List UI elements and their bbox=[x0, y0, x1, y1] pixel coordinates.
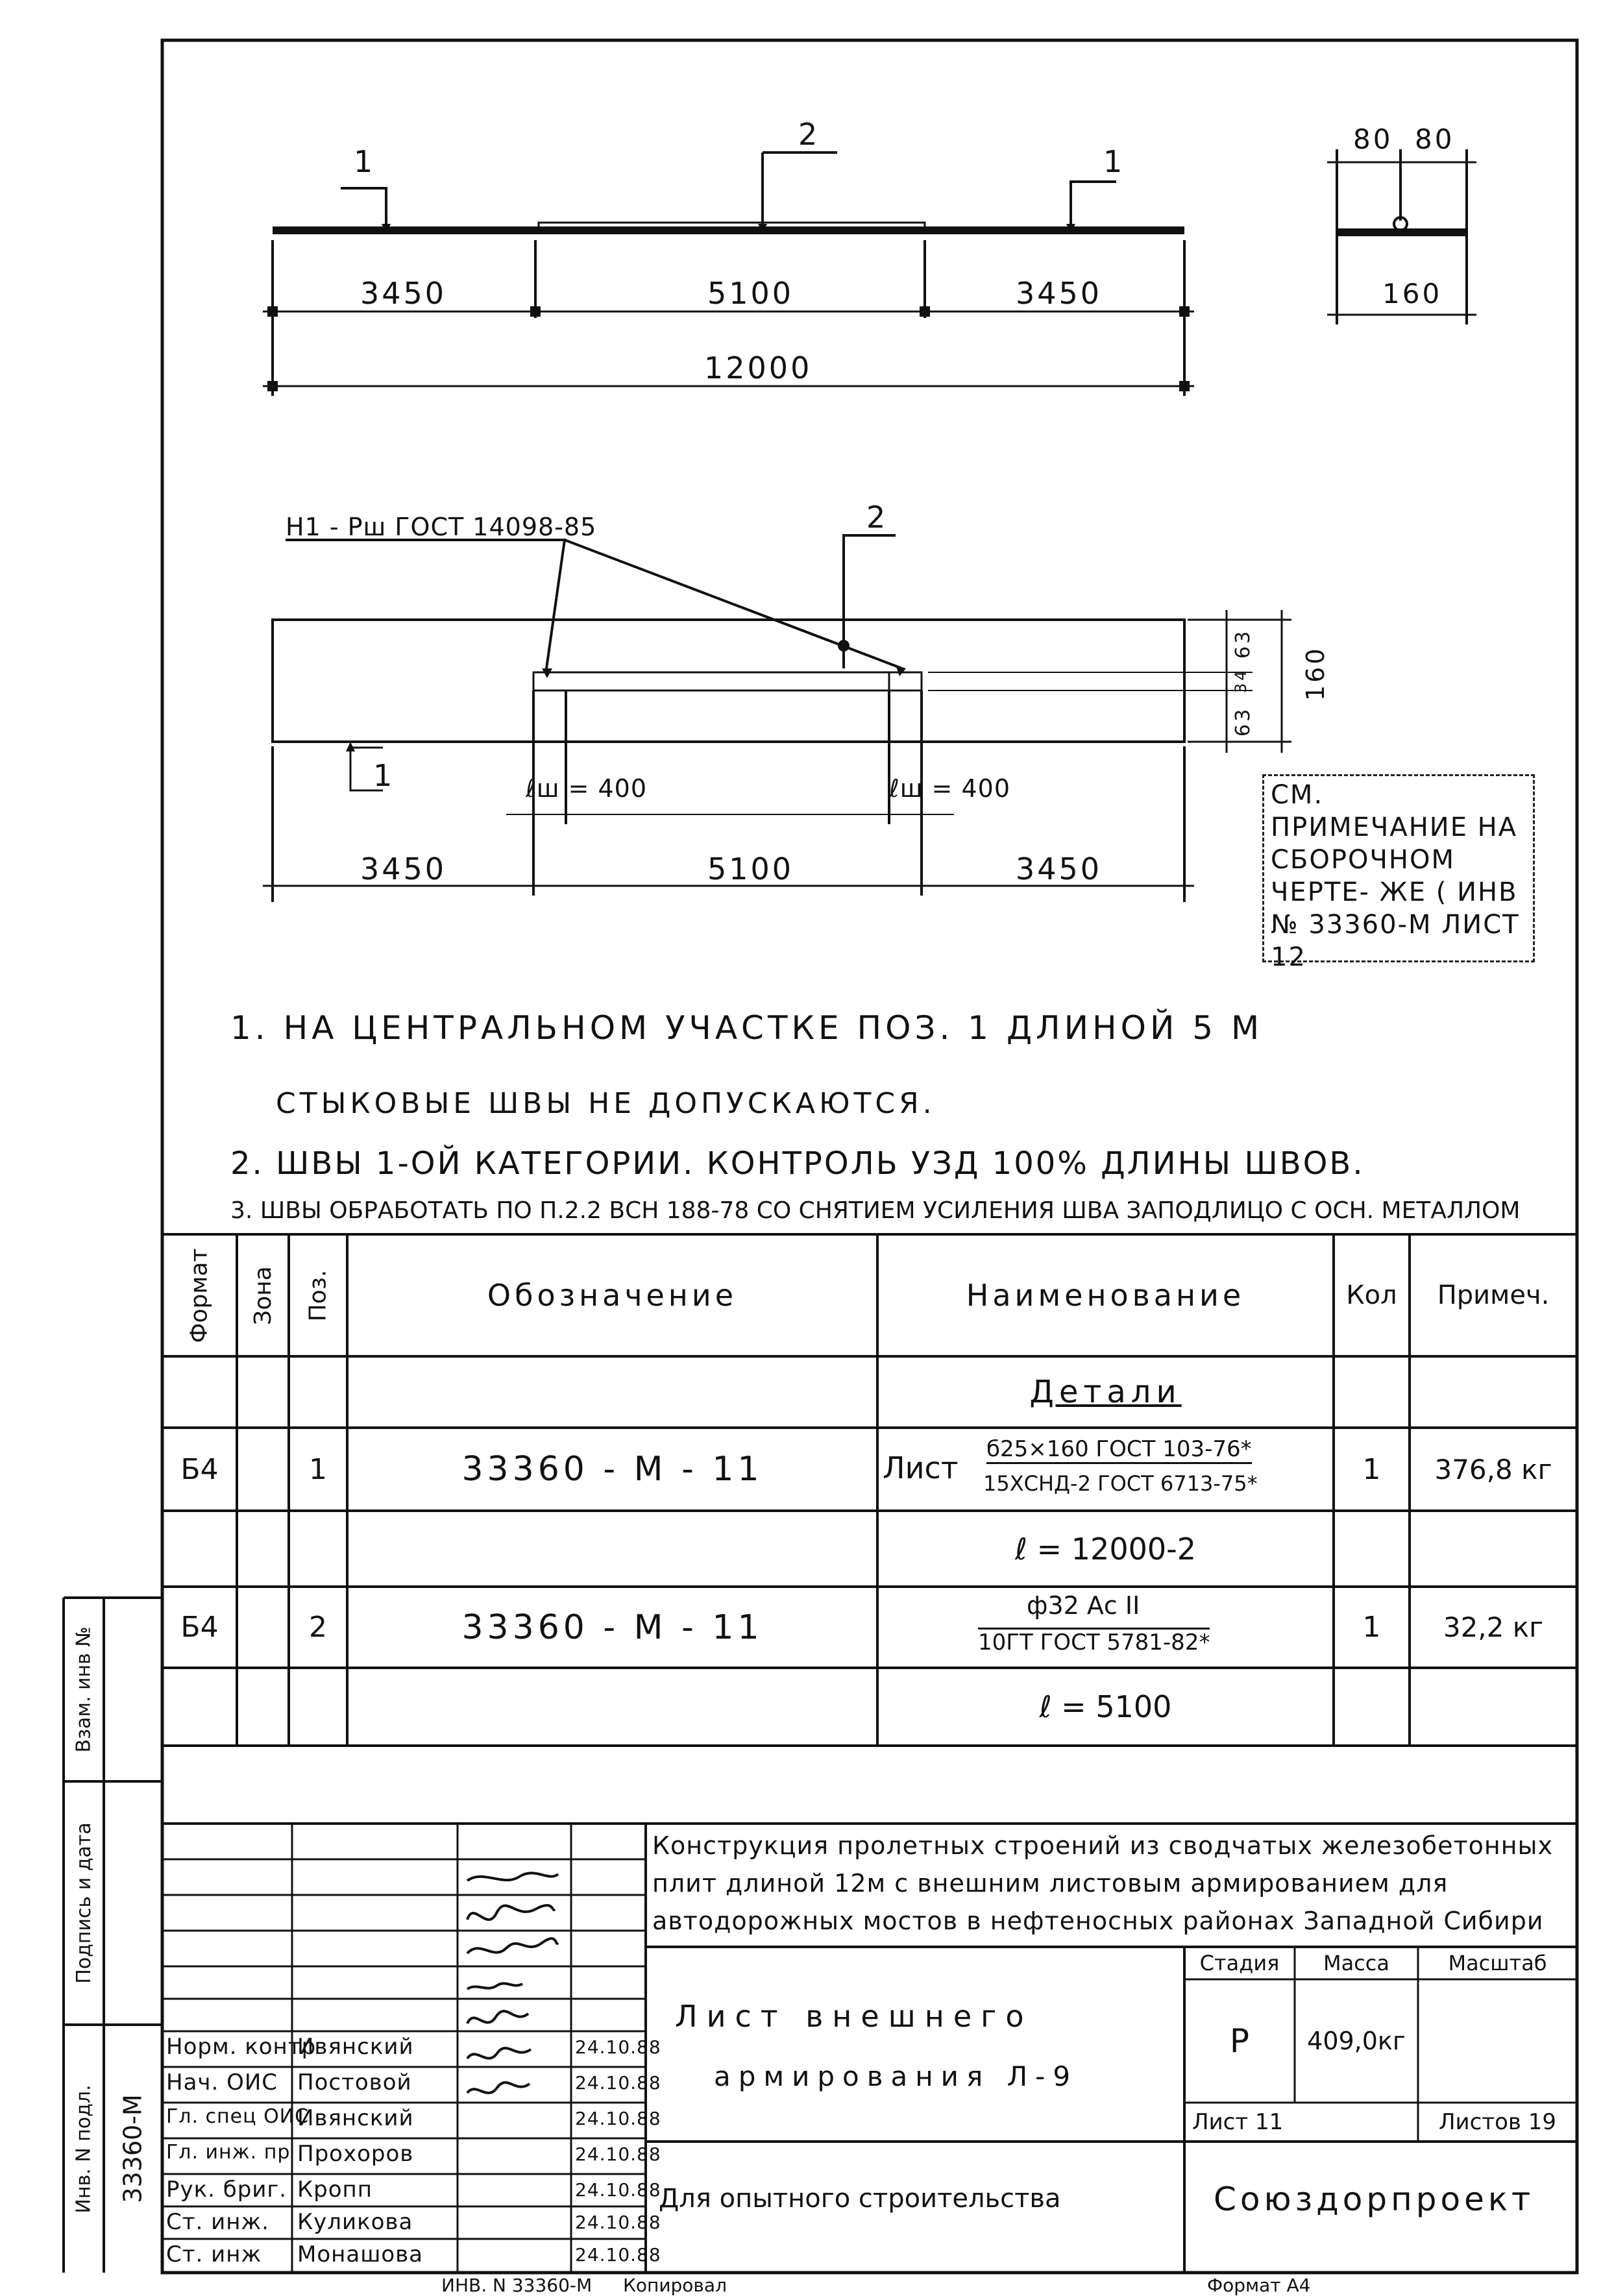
signer-name: Ивянский bbox=[297, 2105, 414, 2131]
assembly-reference-note: СМ. ПРИМЕЧАНИЕ НА СБОРОЧНОМ ЧЕРТЕ- ЖЕ ( ИНВ № 33360-М ЛИСТ 12 bbox=[1262, 774, 1535, 962]
stamp-inv-subst: Взам. инв № bbox=[72, 1626, 95, 1753]
footer-copied: Копировал bbox=[623, 2275, 727, 2296]
sheet-title-1: Лист внешнего bbox=[675, 1999, 1033, 2034]
row1-qty: 1 bbox=[1362, 1452, 1381, 1486]
scale-label: Масштаб bbox=[1448, 1951, 1547, 1975]
mass-label: Масса bbox=[1323, 1951, 1389, 1975]
dim-63-bottom: 63 bbox=[1232, 706, 1254, 737]
row1-name-top: б25×160 ГОСТ 103-76* bbox=[986, 1436, 1252, 1464]
weld-label: Н1 - Рш ГОСТ 14098-85 bbox=[286, 513, 597, 541]
signer-date: 24.10.88 bbox=[575, 2143, 661, 2165]
row2-designation: 33360 - М - 11 bbox=[461, 1607, 763, 1647]
signer-name: Монашова bbox=[297, 2241, 423, 2267]
signer-name: Кропп bbox=[297, 2177, 373, 2203]
signer-role: Норм. контр bbox=[166, 2034, 317, 2060]
header-format: Формат bbox=[186, 1247, 213, 1343]
signer-date: 24.10.88 bbox=[575, 2179, 661, 2201]
footer-format: Формат А4 bbox=[1207, 2275, 1311, 2296]
header-designation: Обозначение bbox=[487, 1278, 738, 1313]
header-name: Наименование bbox=[966, 1278, 1245, 1313]
signer-role: Ст. инж. bbox=[166, 2209, 269, 2235]
signer-date: 24.10.88 bbox=[575, 2212, 661, 2233]
row1-note: 376,8 кг bbox=[1434, 1453, 1552, 1485]
note-3: 3. ШВЫ ОБРАБОТАТЬ ПО П.2.2 ВСН 188-78 СО СНЯТИЕМ УСИЛЕНИЯ ШВА ЗАПОДЛИЦО С ОСН. МЕТАЛЛОМ bbox=[230, 1197, 1521, 1224]
signer-role: Рук. бриг. bbox=[166, 2177, 287, 2203]
project-title: Конструкция пролетных строений из сводчатых железобетонных плит длиной 12м с внешним листовым армированием для автодорожных мостов в нефтеносных районах Западной Сибири bbox=[652, 1831, 1554, 1935]
row2-pos: 2 bbox=[309, 1611, 327, 1644]
section-dim-b: 80 bbox=[1415, 123, 1455, 155]
footer-inv: ИНВ. N 33360-М bbox=[441, 2275, 593, 2296]
row1-pos: 1 bbox=[309, 1452, 327, 1486]
sheet-number: Лист 11 bbox=[1192, 2109, 1284, 2135]
purpose: Для опытного строительства bbox=[659, 2184, 1061, 2214]
plate-plan bbox=[273, 620, 1184, 742]
sheet-title-2: армирования Л-9 bbox=[714, 2060, 1079, 2092]
callout-pos-2: 2 bbox=[798, 117, 820, 152]
signer-role: Нач. ОИС bbox=[166, 2070, 278, 2095]
signature-scribbles bbox=[467, 1873, 558, 2093]
header-zone: Зона bbox=[249, 1265, 276, 1325]
row1-name bbox=[883, 1431, 1330, 1509]
signer-role: Гл. спец ОИС bbox=[166, 2105, 310, 2128]
dim-right: 3450 bbox=[1016, 276, 1103, 311]
callout-pos-1-left: 1 bbox=[354, 144, 376, 179]
sheet-count: Листов 19 bbox=[1438, 2109, 1557, 2135]
row2-name bbox=[877, 1590, 1334, 1667]
stamp-inv-orig: Инв. N подл. bbox=[72, 2084, 95, 2214]
note-1a: 1. НА ЦЕНТРАЛЬНОМ УЧАСТКЕ ПОЗ. 1 ДЛИНОЙ 5 М bbox=[230, 1009, 1264, 1047]
header-note: Примеч. bbox=[1437, 1280, 1550, 1310]
weld-leader bbox=[286, 540, 565, 668]
row2-name-top: ф32 Ас II bbox=[1027, 1591, 1140, 1620]
dim-overall: 12000 bbox=[704, 350, 813, 385]
bottom-dim-mid: 5100 bbox=[707, 851, 794, 886]
signer-date: 24.10.88 bbox=[575, 2244, 661, 2265]
dim-left: 3450 bbox=[360, 276, 447, 311]
row1-name-prefix: Лист bbox=[883, 1450, 959, 1485]
mass-value: 409,0кг bbox=[1307, 2027, 1406, 2055]
header-pos: Поз. bbox=[304, 1269, 332, 1321]
section-dim-a: 80 bbox=[1353, 123, 1393, 155]
bottom-dim-left: 3450 bbox=[360, 851, 447, 886]
dim-34: 34 bbox=[1232, 668, 1250, 693]
note-2: 2. ШВЫ 1-ОЙ КАТЕГОРИИ. КОНТРОЛЬ УЗД 100% ДЛИНЫ ШВОВ. bbox=[230, 1145, 1365, 1182]
row1-format: Б4 bbox=[180, 1452, 219, 1486]
signer-name: Ивянский bbox=[297, 2034, 414, 2060]
note-1b: СТЫКОВЫЕ ШВЫ НЕ ДОПУСКАЮТСЯ. bbox=[276, 1087, 936, 1120]
organization: Союздорпроект bbox=[1214, 2180, 1535, 2218]
header-qty: Кол bbox=[1346, 1280, 1397, 1310]
signer-role: Гл. инж. пр bbox=[166, 2141, 291, 2164]
callout-1-left bbox=[341, 188, 386, 228]
section-details: Детали bbox=[1029, 1374, 1182, 1410]
rod-plan bbox=[533, 672, 922, 690]
dim-63-top: 63 bbox=[1232, 628, 1254, 659]
row2-format: Б4 bbox=[180, 1611, 219, 1644]
signer-date: 24.10.88 bbox=[575, 2072, 661, 2094]
dim-mid: 5100 bbox=[707, 276, 794, 311]
bottom-pos-1: 1 bbox=[373, 758, 395, 793]
row1-name-bottom: 15ХСНД-2 ГОСТ 6713-75* bbox=[983, 1471, 1258, 1496]
row2-name-bottom: 10ГТ ГОСТ 5781-82* bbox=[978, 1628, 1210, 1655]
row2-qty: 1 bbox=[1362, 1611, 1381, 1644]
signer-name: Прохоров bbox=[297, 2141, 414, 2167]
dim-160: 160 bbox=[1301, 646, 1330, 701]
signer-name: Постовой bbox=[297, 2070, 412, 2095]
stamp-sign-date: Подпись и дата bbox=[72, 1822, 95, 1984]
row2-length: ℓ = 5100 bbox=[1039, 1689, 1172, 1724]
stage-value: Р bbox=[1229, 2022, 1250, 2060]
callout-pos-1-right: 1 bbox=[1103, 144, 1125, 179]
weld-length-left: ℓш = 400 bbox=[526, 774, 647, 803]
stage-label: Стадия bbox=[1199, 1951, 1280, 1975]
signer-name: Куликова bbox=[297, 2209, 413, 2235]
signer-date: 24.10.88 bbox=[575, 2108, 661, 2129]
row2-note: 32,2 кг bbox=[1443, 1611, 1544, 1643]
bottom-pos-2: 2 bbox=[866, 500, 888, 535]
weld-length-right: ℓш = 400 bbox=[889, 774, 1010, 803]
bottom-dim-right: 3450 bbox=[1016, 851, 1103, 886]
section-width: 160 bbox=[1382, 278, 1443, 310]
row1-length: ℓ = 12000-2 bbox=[1015, 1531, 1196, 1567]
row1-designation: 33360 - М - 11 bbox=[461, 1450, 763, 1489]
signer-date: 24.10.88 bbox=[575, 2036, 661, 2058]
stamp-inv-number: 33360-М bbox=[119, 2094, 148, 2203]
signer-role: Ст. инж bbox=[166, 2241, 262, 2267]
